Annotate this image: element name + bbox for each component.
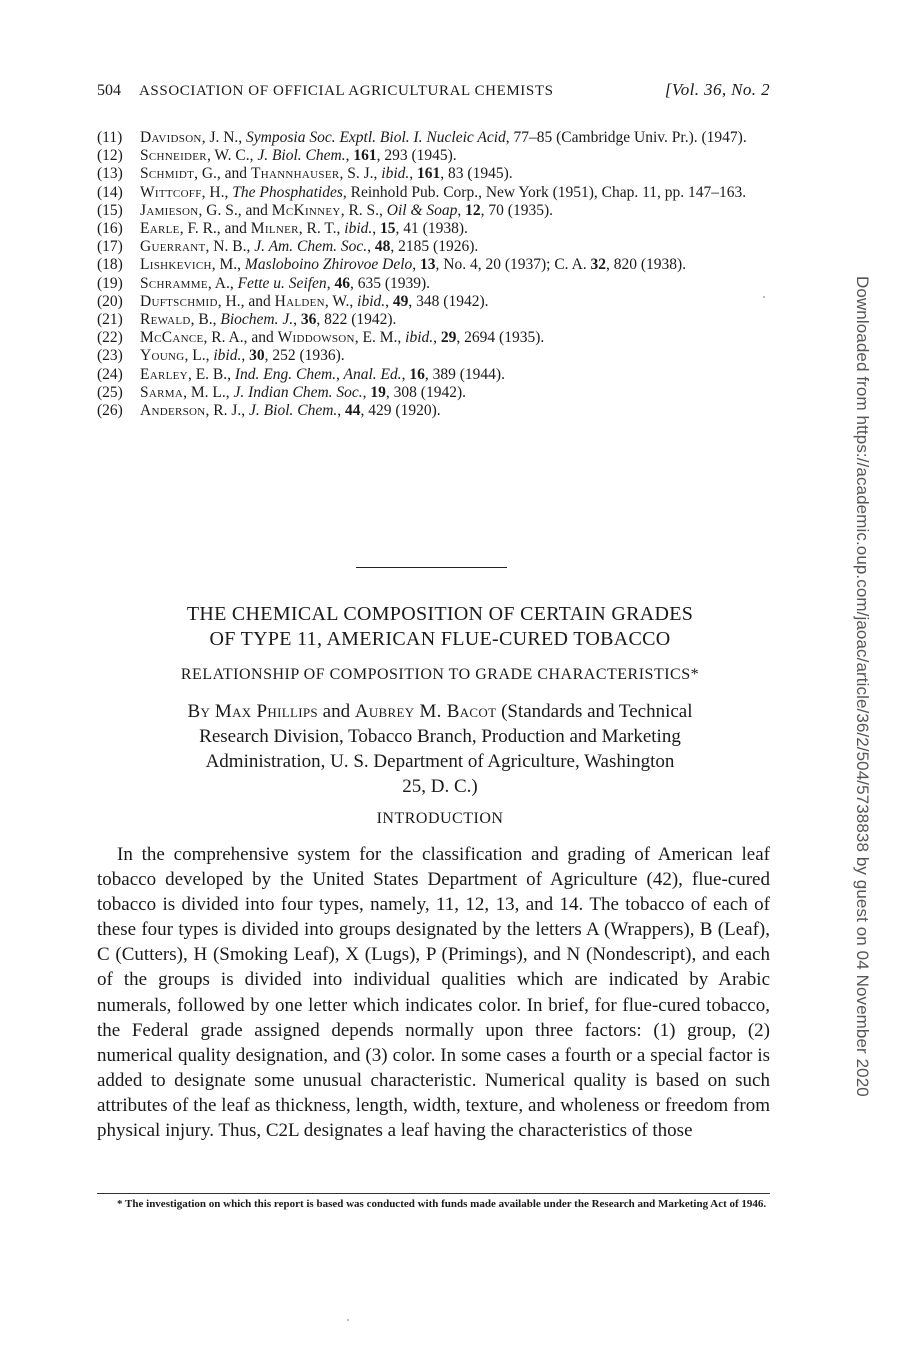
scan-speck: [347, 1319, 349, 1321]
reference-item: [97, 347, 777, 365]
reference-text: , N. B.,: [205, 238, 255, 256]
volume-issue: [Vol. 36, No. 2: [664, 80, 770, 99]
reference-text: ,: [457, 201, 466, 219]
reference-item: [97, 402, 777, 420]
reference-author: Guerrant: [140, 238, 206, 256]
reference-author: Lishkevich: [140, 256, 212, 274]
reference-text: , A.,: [207, 274, 238, 292]
reference-text: , M.,: [211, 256, 245, 274]
reference-item: [97, 129, 777, 147]
article-subtitle: RELATIONSHIP OF COMPOSITION TO GRADE CHARACTERISTICS*: [180, 666, 700, 683]
reference-text: , W.,: [324, 292, 358, 310]
reference-text: , 293 (1945).: [376, 147, 457, 165]
reference-volume: 48: [374, 238, 391, 256]
reference-volume: 19: [370, 383, 386, 401]
reference-text: , 70 (1935).: [480, 201, 553, 219]
reference-author: Schneider: [140, 147, 207, 165]
reference-text: , W. C.,: [206, 147, 258, 165]
reference-text: ,: [326, 274, 335, 292]
page-number: 504: [97, 82, 121, 99]
scan-speck: [763, 296, 765, 298]
reference-number: (11): [97, 129, 123, 146]
reference-item: [97, 275, 777, 293]
reference-text: , S. J.,: [339, 165, 382, 183]
reference-text: , Reinhold Pub. Corp., New York (1951), Chap. 11, pp. 147–163.: [342, 183, 747, 201]
reference-source: ibid.: [381, 165, 410, 183]
reference-text: , L.,: [184, 347, 214, 365]
article-title: [60, 602, 820, 652]
reference-text: ,: [337, 402, 346, 420]
affiliation-line-3: Administration, U. S. Department of Agriculture, Washington: [205, 751, 675, 772]
reference-text: , 820 (1938).: [606, 256, 687, 274]
reference-author: Davidson: [140, 129, 202, 146]
reference-volume: 16: [409, 365, 425, 383]
reference-source: ibid.: [405, 329, 434, 347]
reference-author: Thannhauser: [250, 165, 340, 183]
reference-volume: 49: [392, 292, 409, 310]
reference-text: , E. M.,: [354, 329, 406, 347]
reference-author: Jamieson: [140, 201, 199, 219]
reference-text: , 429 (1920).: [360, 402, 441, 420]
reference-item: [97, 202, 777, 220]
reference-author: Rewald: [140, 311, 191, 329]
reference-volume: 13: [420, 256, 436, 274]
reference-source: Masloboino Zhirovoe Delo: [244, 256, 413, 274]
reference-source: The Phosphatides: [232, 183, 343, 201]
reference-text: , B.,: [190, 311, 221, 329]
reference-volume: 15: [380, 220, 396, 238]
reference-text: ,: [409, 165, 418, 183]
reference-text: , 83 (1945).: [440, 165, 513, 183]
reference-source: J. Biol. Chem.: [257, 147, 346, 165]
section-divider: [356, 567, 507, 568]
reference-volume: 161: [417, 165, 441, 183]
reference-text: , No. 4, 20 (1937); C. A.: [435, 256, 591, 274]
reference-author: Earle: [140, 220, 180, 238]
reference-number: (15): [97, 201, 123, 219]
reference-source: J. Indian Chem. Soc.: [233, 383, 363, 401]
reference-number: (22): [97, 329, 123, 347]
reference-item: [97, 311, 777, 329]
reference-text: , F. R., and: [179, 220, 251, 238]
reference-text: , 77–85 (Cambridge Univ. Pr.). (1947).: [505, 129, 747, 146]
reference-text: , R. S.,: [340, 201, 387, 219]
reference-number: (13): [97, 165, 123, 183]
reference-text: , R. J.,: [205, 402, 250, 420]
reference-source: Symposia Soc. Exptl. Biol. I. Nucleic Acid: [246, 129, 506, 146]
reference-author: McKinney: [271, 201, 341, 219]
reference-text: , E. B.,: [187, 365, 235, 383]
reference-text: , H.,: [201, 183, 233, 201]
reference-number: (26): [97, 402, 123, 420]
reference-text: , R. T.,: [298, 220, 345, 238]
reference-source: Oil & Soap: [386, 201, 458, 219]
reference-text: , H., and: [217, 292, 275, 310]
reference-author: Widdowson: [277, 329, 355, 347]
reference-source: Biochem. J.: [220, 311, 294, 329]
journal-name: ASSOCIATION OF OFFICIAL AGRICULTURAL CHEMISTS: [139, 83, 554, 99]
reference-item: [97, 366, 777, 384]
reference-text: ,: [385, 292, 393, 310]
reference-volume: 161: [353, 147, 377, 165]
reference-text: ,: [412, 256, 421, 274]
reference-text: , 41 (1938).: [395, 220, 468, 238]
introduction-paragraph: In the comprehensive system for the classification and grading of American leaf tobacco developed by the United States Department of Agriculture (42), flue-cured tobacco is divided into four types, namely, 11, 12, 13, and 14. The tobacco of each of these four types is divided into groups designated by the letters A (Wrappers), B (Leaf), C (Cutters), H (Smoking Leaf), X (Lugs), P (Primings), and N (Nondescript), and each of the groups is divided into individual qualities which are indicated by Arabic numerals, followed by one letter which indicates color. In brief, for flue-cured tobacco, the Federal grade assigned depends normally upon three factors: (1) group, (2) numerical quality designation, and (3) color. In some cases a fourth or a special factor is added to designate some unusual characteristic. Numerical quality is based on such attributes of the leaf as thickness, length, width, texture, and wholeness or freedom from physical injury. Thus, C2L designates a leaf having the characteristics of those: [97, 844, 770, 1142]
reference-volume: 36: [300, 311, 317, 329]
reference-author: Schramme: [140, 274, 208, 292]
reference-volume: 30: [249, 347, 265, 365]
affiliation-line-2: Research Division, Tobacco Branch, Production and Marketing: [199, 726, 681, 747]
reference-text: , 308 (1942).: [385, 383, 466, 401]
reference-item: [97, 220, 777, 238]
footnote-rule: [97, 1193, 770, 1194]
reference-author: Anderson: [140, 402, 206, 420]
reference-list: [97, 129, 777, 420]
reference-item: [97, 184, 777, 202]
reference-source: J. Am. Chem. Soc.: [254, 238, 368, 256]
reference-text: , R. A., and: [203, 329, 278, 347]
running-header: [97, 80, 770, 106]
reference-author: Halden: [274, 292, 325, 310]
author-conjunction: and: [317, 701, 355, 722]
reference-author: Milner: [250, 220, 299, 238]
reference-text: , J. N.,: [201, 129, 247, 146]
by-word: By: [187, 701, 211, 722]
reference-number: (16): [97, 220, 123, 238]
reference-author: Duftschmid: [140, 292, 218, 310]
reference-text: ,: [241, 347, 250, 365]
byline: [110, 699, 770, 799]
reference-volume: 44: [345, 402, 361, 420]
reference-number: (14): [97, 183, 123, 201]
reference-text: , G. S., and: [198, 201, 272, 219]
reference-number: (25): [97, 383, 123, 401]
reference-item: [97, 147, 777, 165]
reference-text: , 348 (1942).: [408, 292, 489, 310]
reference-source: Ind. Eng. Chem., Anal. Ed.: [234, 365, 402, 383]
reference-text: ,: [401, 365, 410, 383]
introduction-heading: INTRODUCTION: [376, 810, 504, 827]
reference-number: (23): [97, 347, 123, 365]
reference-source: J. Biol. Chem.: [249, 402, 338, 420]
reference-item: [97, 165, 777, 183]
reference-number: (20): [97, 292, 123, 310]
reference-item: [97, 384, 777, 402]
reference-number: (17): [97, 238, 123, 256]
reference-source: ibid.: [344, 220, 373, 238]
reference-number: (12): [97, 147, 123, 165]
reference-author: Young: [140, 347, 185, 365]
reference-author: Earley: [140, 365, 188, 383]
title-line-2: OF TYPE 11, AMERICAN FLUE-CURED TOBACCO: [209, 628, 671, 650]
reference-text: , 252 (1936).: [264, 347, 345, 365]
reference-source: ibid.: [213, 347, 242, 365]
author-2: Aubrey M. Bacot: [354, 701, 497, 722]
title-line-1: THE CHEMICAL COMPOSITION OF CERTAIN GRADES: [186, 603, 694, 625]
reference-item: [97, 256, 777, 274]
reference-number: (19): [97, 274, 123, 292]
reference-text: ,: [372, 220, 381, 238]
reference-volume: 29: [440, 329, 457, 347]
reference-text: ,: [367, 238, 375, 256]
reference-text: , 635 (1939).: [349, 274, 431, 292]
reference-volume: 32: [590, 256, 607, 274]
reference-text: , G., and: [194, 165, 251, 183]
reference-number: (18): [97, 256, 123, 274]
reference-author: Schmidt: [140, 165, 195, 183]
reference-text: ,: [293, 311, 301, 329]
affiliation-line-1: (Standards and Technical: [496, 701, 693, 722]
reference-text: , 822 (1942).: [316, 311, 397, 329]
reference-text: , 2185 (1926).: [390, 238, 479, 256]
reference-number: (21): [97, 311, 123, 329]
footnote: * The investigation on which this report is based was conducted with funds made available under the Research and Marketing Act of 1946.: [117, 1198, 767, 1210]
affiliation-line-4: 25, D. C.): [402, 776, 478, 797]
reference-volume: 12: [465, 201, 481, 219]
reference-item: [97, 293, 777, 311]
reference-text: ,: [362, 383, 371, 401]
reference-source: ibid.: [357, 292, 386, 310]
reference-author: Sarma: [140, 383, 184, 401]
reference-volume: 46: [334, 274, 350, 292]
reference-author: McCance: [140, 329, 204, 347]
reference-number: (24): [97, 365, 123, 383]
reference-item: [97, 238, 777, 256]
reference-author: Wittcoff: [140, 183, 202, 201]
reference-item: [97, 329, 777, 347]
reference-source: Fette u. Seifen: [237, 274, 327, 292]
reference-text: , M. L.,: [183, 383, 234, 401]
reference-text: ,: [345, 147, 354, 165]
reference-text: , 389 (1944).: [424, 365, 505, 383]
author-1: Max Phillips: [214, 701, 318, 722]
reference-text: , 2694 (1935).: [456, 329, 545, 347]
reference-text: ,: [433, 329, 441, 347]
download-watermark: Downloaded from https://academic.oup.com/jaoac/article/36/2/504/5738838 by guest on 04 November 2020: [853, 276, 872, 1097]
